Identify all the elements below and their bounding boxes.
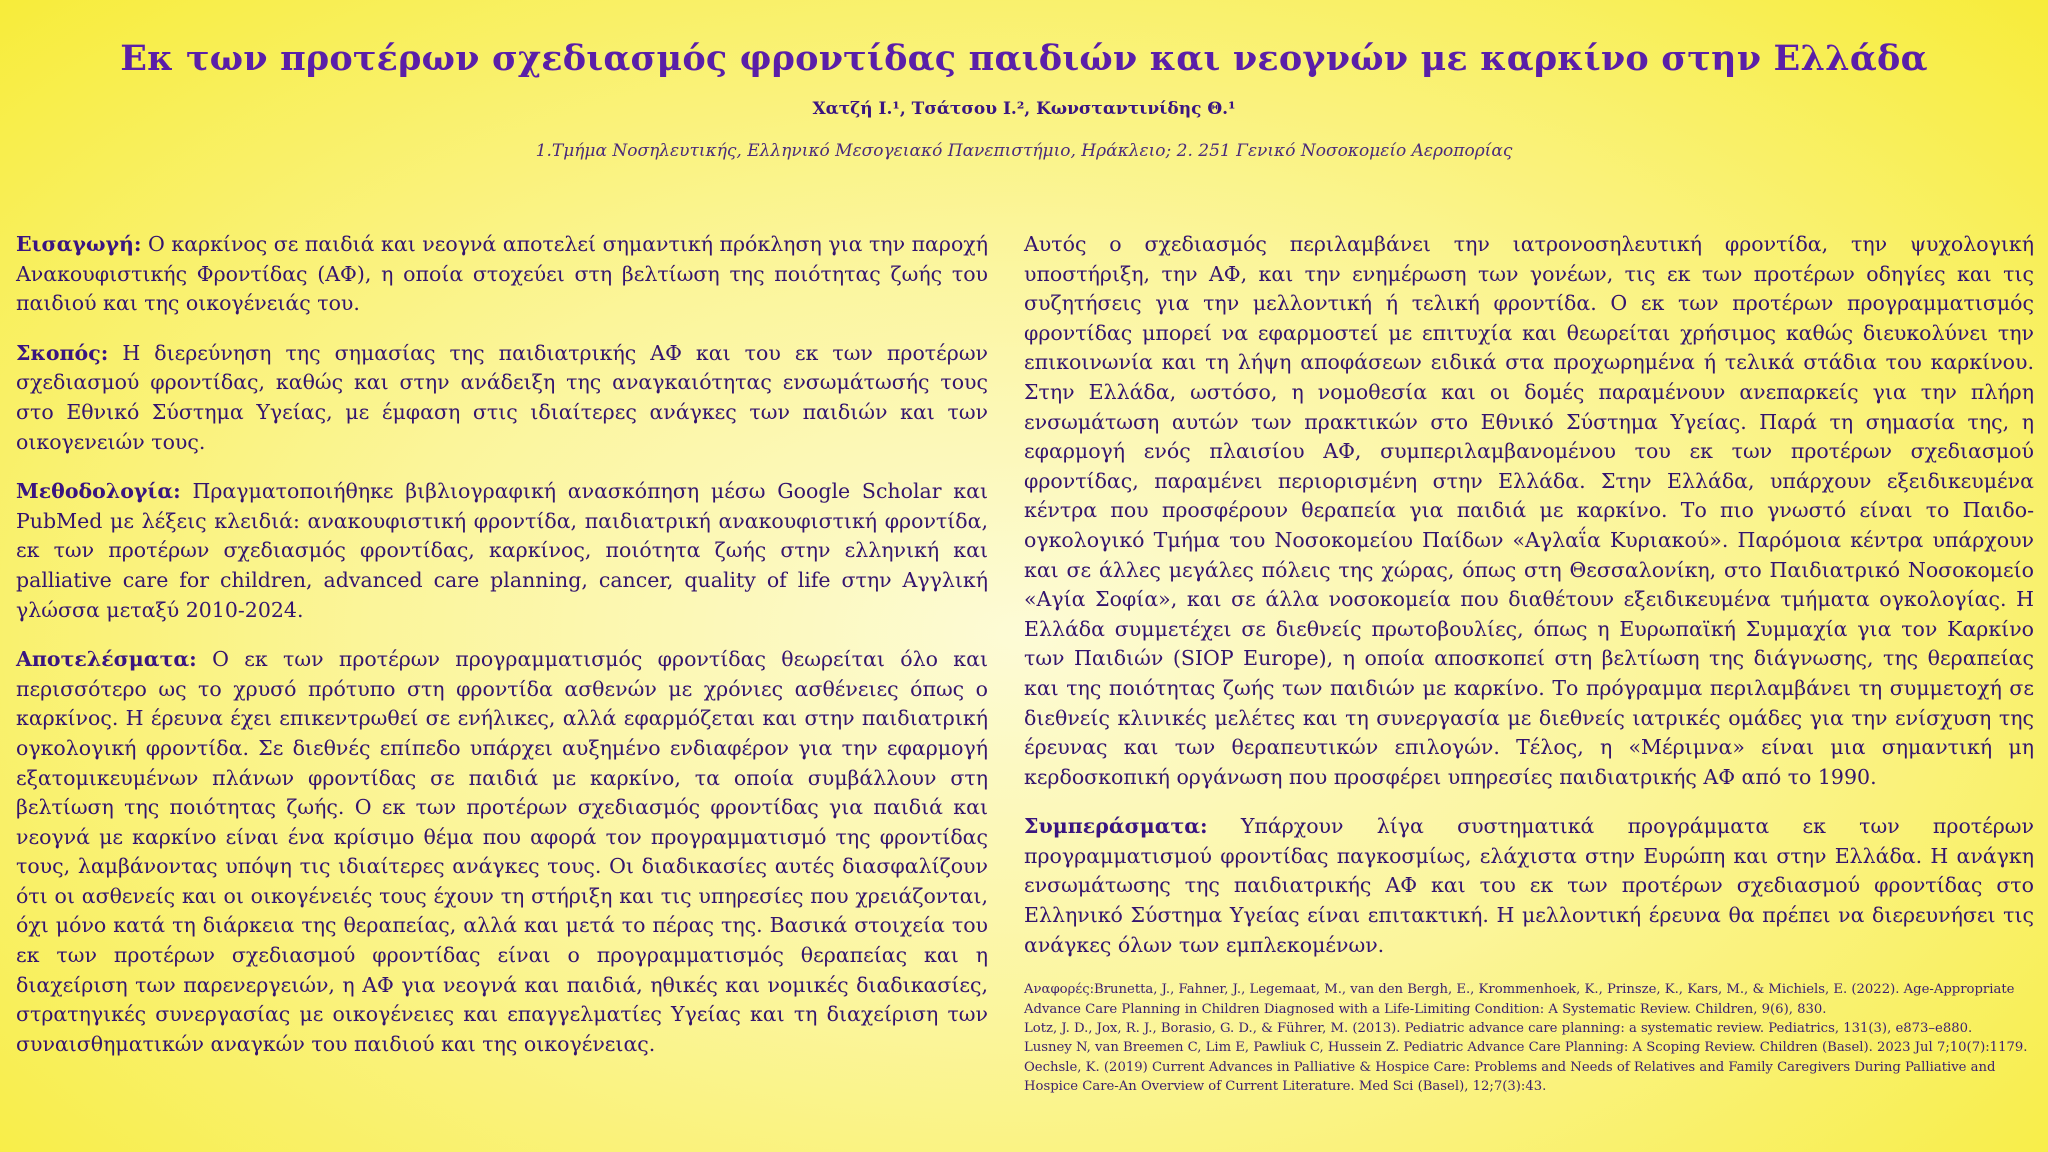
- conclusions-text: Υπάρχουν λίγα συστηματικά προγράμματα εκ των προτέρων προγραμματισμού φροντίδας παγκοσμίως, ελάχιστα στην Ευρώπη και στην Ελλάδα. Η ανάγκη ενσωμάτωσης της παιδιατρικής ΑΦ και του εκ των προτέρων σχεδιασμού φροντίδας στο Ελληνικό Σύστημα Υγείας είναι επιτακτική. Η μελλοντική έρευνα θα πρέπει να διερευνήσει τις ανάγκες όλων των εμπλεκομένων.: [1024, 814, 2034, 957]
- right-column: [1024, 230, 2034, 1097]
- methods-text: Πραγματοποιήθηκε βιβλιογραφική ανασκόπηση μέσω Google Scholar και PubMed με λέξεις κλειδιά: ανακουφιστική φροντίδα, παιδιατρική ανακουφιστική φροντίδα, εκ των προτέρων σχεδιασμός φροντίδας, καρκίνος, ποιότητα ζωής στην ελληνική και palliative care for children, advanced care planning, cancer, quality of life στην Αγγλική γλώσσα μεταξύ 2010-2024.: [16, 479, 988, 622]
- intro-section: [16, 230, 988, 319]
- aim-heading: Σκοπός:: [16, 340, 109, 365]
- conclusions-section: [1024, 812, 2034, 960]
- intro-text: Ο καρκίνος σε παιδιά και νεογνά αποτελεί σημαντική πρόκληση για την παροχή Ανακουφιστικής Φροντίδας (ΑΦ), η οποία στοχεύει στη βελτίωση της ποιότητας ζωής του παιδιού και της οικογένειάς του.: [16, 232, 988, 316]
- poster-affiliations: 1.Τμήμα Νοσηλευτικής, Ελληνικό Μεσογειακό Πανεπιστήμιο, Ηράκλειο; 2. 251 Γενικό Νοσοκομείο Αεροπορίας: [535, 141, 1513, 161]
- methods-section: [16, 477, 988, 625]
- conclusions-heading: Συμπεράσματα:: [1024, 814, 1208, 839]
- intro-heading: Εισαγωγή:: [16, 232, 142, 256]
- left-column: [16, 230, 988, 1079]
- reference-item: Oechsle, K. (2019) Current Advances in Palliative & Hospice Care: Problems and Needs of Relatives and Family Caregivers During Palliative and Hospice Care-An Overview of Current Literature. Med Sci (Basel), 12;7(3):43.: [1024, 1059, 1996, 1095]
- results-text: Ο εκ των προτέρων προγραμματισμός φροντίδας θεωρείται όλο και περισσότερο ως το χρυσό πρότυπο στη φροντίδα ασθενών με χρόνιες ασθένειες όπως ο καρκίνος. Η έρευνα έχει επικεντρωθεί σε ενήλικες, αλλά εφαρμόζεται και στην παιδιατρική ογκολογική φροντίδα. Σε διεθνές επίπεδο υπάρχει αυξημένο ενδιαφέρον για την εφαρμογή εξατομικευμένων πλάνων φροντίδας σε παιδιά με καρκίνο, τα οποία συμβάλλουν στη βελτίωση της ποιότητας ζωής. Ο εκ των προτέρων σχεδιασμός φροντίδας για παιδιά και νεογνά με καρκίνο είναι ένα κρίσιμο θέμα που αφορά τον προγραμματισμό της φροντίδας τους, λαμβάνοντας υπόψη τις ιδιαίτερες ανάγκες τους. Οι διαδικασίες αυτές διασφαλίζουν ότι οι ασθενείς και οι οικογένειές τους έχουν τη στήριξη και τις υπηρεσίες που χρειάζονται, όχι μόνο κατά τη διάρκεια της θεραπείας, αλλά και μετά το πέρας της. Βασικά στοιχεία του εκ των προτέρων σχεδιασμού φροντίδας είναι ο προγραμματισμός θεραπείας και η διαχείριση των παρενεργειών, η ΑΦ για νεογνά και παιδιά, ηθικές και νομικές διαδικασίες, στρατηγικές συνεργασίας με οικογένειες και επαγγελματίες Υγείας και τη διαχείριση των συναισθηματικών αναγκών του παιδιού και της οικογένειας.: [16, 647, 988, 1056]
- results-heading: Αποτελέσματα:: [16, 647, 197, 672]
- references: [1024, 980, 2034, 1096]
- results-continuation: Αυτός ο σχεδιασμός περιλαμβάνει την ιατρονοσηλευτική φροντίδα, την ψυχολογική υποστήριξη, την ΑΦ, και την ενημέρωση των γονέων, τις εκ των προτέρων οδηγίες και τις συζητήσεις για την μελλοντική ή τελική φροντίδα. Ο εκ των προτέρων προγραμματισμός φροντίδας μπορεί να εφαρμοστεί με επιτυχία και θεωρείται χρήσιμος καθώς διευκολύνει την επικοινωνία και τη λήψη αποφάσεων ειδικά στα προχωρημένα ή τελικά στάδια του καρκίνου. Στην Ελλάδα, ωστόσο, η νομοθεσία και οι δομές παραμένουν ανεπαρκείς για την πλήρη ενσωμάτωση αυτών των πρακτικών στο Εθνικό Σύστημα Υγείας. Παρά τη σημασία της, η εφαρμογή ενός πλαισίου ΑΦ, συμπεριλαμβανομένου του εκ των προτέρων σχεδιασμού φροντίδας, παραμένει περιορισμένη στην Ελλάδα. Στην Ελλάδα, υπάρχουν εξειδικευμένα κέντρα που προσφέρουν θεραπεία για παιδιά με καρκίνο. Το πιο γνωστό είναι το Παιδο-ογκολογικό Τμήμα του Νοσοκομείου Παίδων «Αγλαΐα Κυριακού». Παρόμοια κέντρα υπάρχουν και σε άλλες μεγάλες πόλεις της χώρας, όπως στη Θεσσαλονίκη, στο Παιδιατρικό Νοσοκομείο «Αγία Σοφία», και σε άλλα νοσοκομεία που διαθέτουν εξειδικευμένα τμήματα ογκολογίας. Η Ελλάδα συμμετέχει σε διεθνείς πρωτοβουλίες, όπως η Ευρωπαϊκή Συμμαχία για τον Καρκίνο των Παιδιών (SIOP Europe), η οποία αποσκοπεί στη βελτίωση της διάγνωσης, της θεραπείας και της ποιότητας ζωής των παιδιών με καρκίνο. Το πρόγραμμα περιλαμβάνει τη συμμετοχή σε διεθνείς κλινικές μελέτες και τη συνεργασία με διεθνείς ιατρικές ομάδες για την ενίσχυση της έρευνας και των θεραπευτικών επιλογών. Τέλος, η «Μέριμνα» είναι μια σημαντική μη κερδοσκοπική οργάνωση που προσφέρει υπηρεσίες παιδιατρικής ΑΦ από το 1990.: [1024, 232, 2034, 789]
- results-section: [16, 645, 988, 1059]
- poster-authors: Χατζή Ι.¹, Τσάτσου Ι.², Κωνσταντινίδης Θ.¹: [812, 99, 1236, 119]
- aim-text: Η διερεύνηση της σημασίας της παιδιατρικής ΑΦ και του εκ των προτέρων σχεδιασμού φροντίδας, καθώς και στην ανάδειξη της αναγκαιότητας ενσωμάτωσής τους στο Εθνικό Σύστημα Υγείας, με έμφαση στις ιδιαίτερες ανάγκες των παιδιών και των οικογενειών τους.: [16, 340, 988, 454]
- reference-item: Αναφορές:Brunetta, J., Fahner, J., Legemaat, M., van den Bergh, E., Krommenhoek, K., Prinsze, K., Kars, M., & Michiels, E. (2022). Age-Appropriate Advance Care Planning in Children Diagnosed with a Life-Limiting Condition: A Systematic Review. Children, 9(6), 830.: [1024, 982, 2015, 1017]
- methods-heading: Μεθοδολογία:: [16, 479, 181, 504]
- reference-item: Lusney N, van Breemen C, Lim E, Pawliuk C, Hussein Z. Pediatric Advance Care Planning: A Scoping Review. Children (Basel). 2023 Jul 7;10(7):1179.: [1024, 1040, 2028, 1056]
- poster-header: [0, 38, 2048, 161]
- aim-section: [16, 339, 988, 457]
- poster-title: Εκ των προτέρων σχεδιασμός φροντίδας παιδιών και νεογνών με καρκίνο στην Ελλάδα: [120, 38, 1928, 79]
- reference-item: Lotz, J. D., Jox, R. J., Borasio, G. D., & Führer, M. (2013). Pediatric advance care planning: a systematic review. Pediatrics, 131(3), e873–e880.: [1024, 1021, 1973, 1037]
